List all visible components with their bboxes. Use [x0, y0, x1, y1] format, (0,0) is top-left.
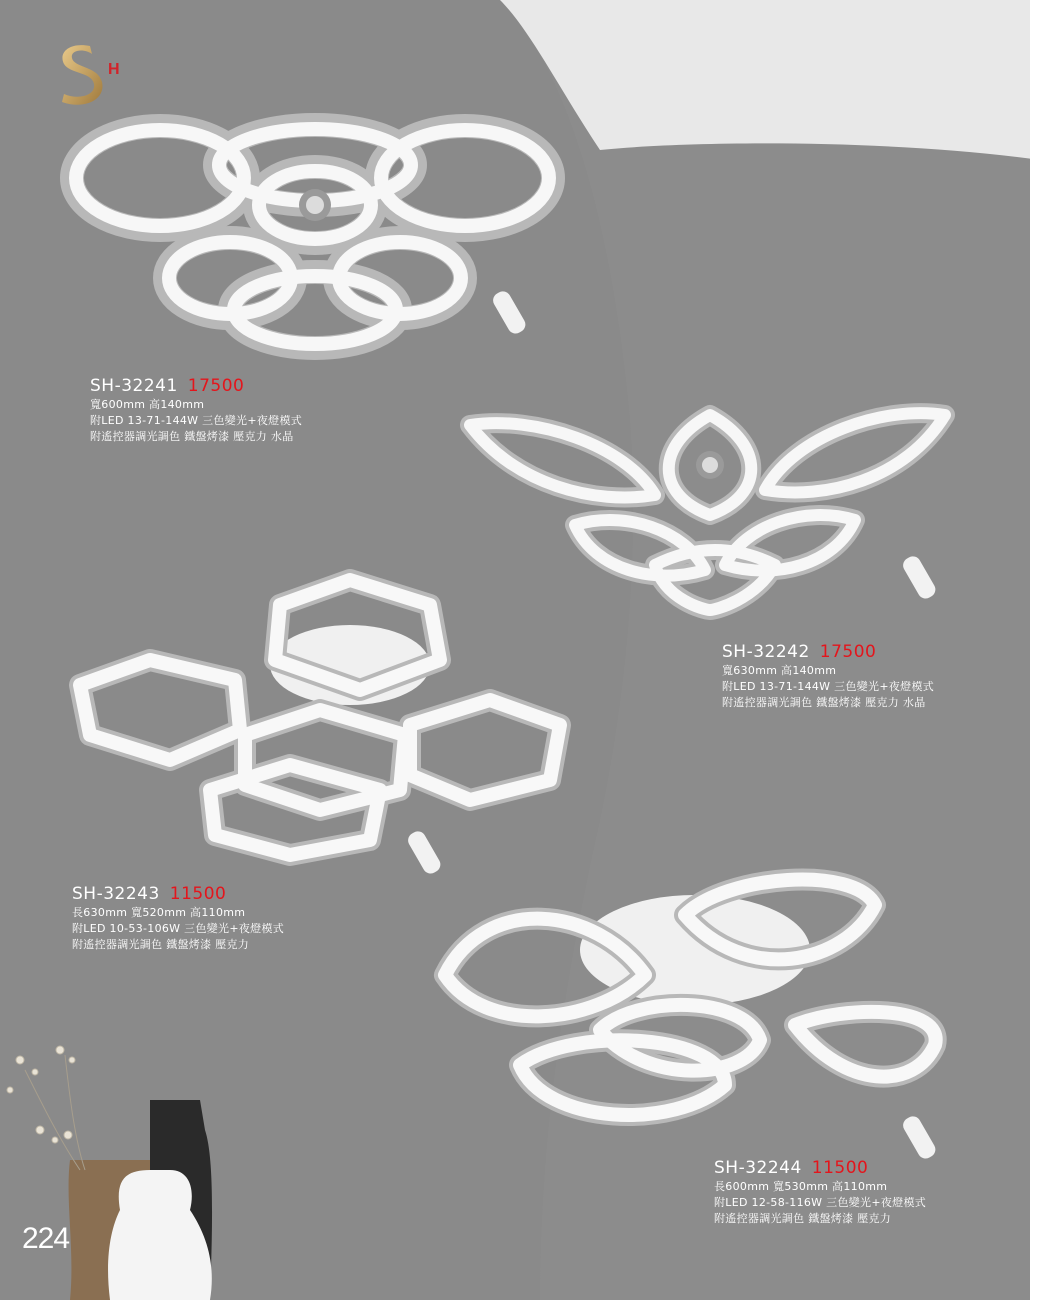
- spec-led: 附LED 10-53-106W 三色變光+夜燈模式: [72, 922, 285, 935]
- spec-size: 寬600mm 高140mm: [90, 398, 205, 411]
- product-price: 11500: [811, 1158, 869, 1178]
- product-code: SH-32243: [72, 884, 160, 904]
- spec-size: 長600mm 寬530mm 高110mm: [714, 1180, 888, 1193]
- product-info-2: [722, 641, 934, 711]
- product-code: SH-32244: [714, 1158, 802, 1178]
- page-number: 224: [22, 1222, 70, 1255]
- spec-size: 寬630mm 高140mm: [722, 664, 837, 677]
- product-price: 11500: [169, 884, 227, 904]
- sh-logo-icon: [50, 38, 134, 108]
- product-heading: [72, 883, 284, 905]
- product-heading: [714, 1157, 926, 1179]
- product-info-1: [90, 375, 302, 445]
- product-image-3: [60, 565, 580, 885]
- spec-features: 附遙控器調光調色 鐵盤烤漆 壓克力 水晶: [90, 430, 294, 443]
- spec-features: 附遙控器調光調色 鐵盤烤漆 壓克力: [714, 1212, 892, 1225]
- spec-features: 附遙控器調光調色 鐵盤烤漆 壓克力 水晶: [722, 696, 926, 709]
- svg-text:H: H: [108, 61, 120, 78]
- remote-icon: [490, 288, 528, 336]
- product-code: SH-32242: [722, 642, 810, 662]
- product-info-3: [72, 883, 284, 953]
- product-image-4: [425, 865, 965, 1165]
- spec-led: 附LED 13-71-144W 三色變光+夜燈模式: [722, 680, 935, 693]
- product-image-1: [60, 110, 580, 360]
- product-info-4: [714, 1157, 926, 1227]
- spec-led: 附LED 12-58-116W 三色變光+夜燈模式: [714, 1196, 927, 1209]
- product-heading: [722, 641, 934, 663]
- product-price: 17500: [187, 376, 245, 396]
- remote-icon: [900, 1113, 938, 1161]
- remote-icon: [900, 553, 938, 601]
- product-heading: [90, 375, 302, 397]
- product-price: 17500: [819, 642, 877, 662]
- spec-led: 附LED 13-71-144W 三色變光+夜燈模式: [90, 414, 303, 427]
- spec-features: 附遙控器調光調色 鐵盤烤漆 壓克力: [72, 938, 250, 951]
- spec-size: 長630mm 寬520mm 高110mm: [72, 906, 246, 919]
- product-code: SH-32241: [90, 376, 178, 396]
